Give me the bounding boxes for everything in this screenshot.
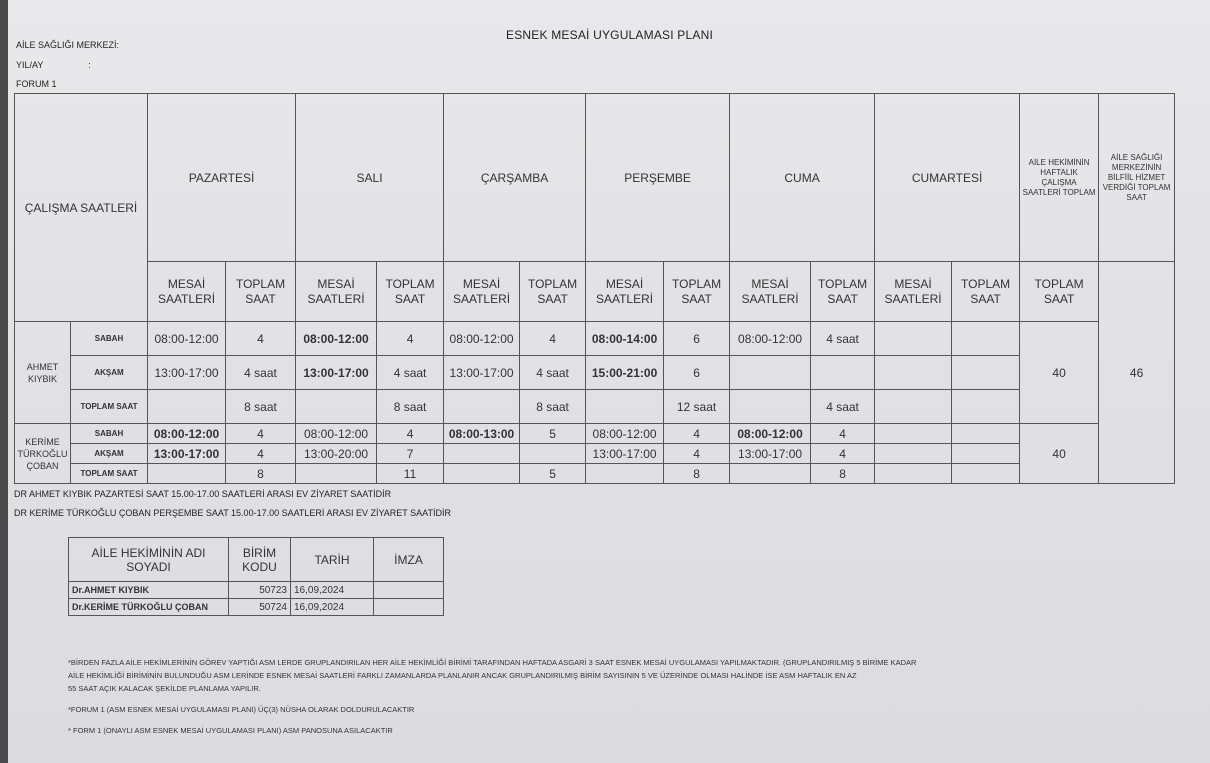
cell-day-total (952, 464, 1020, 484)
sub-toplam: TOPLAM SAAT (664, 262, 730, 322)
schedule-table (14, 93, 1175, 484)
center-total-value: 46 (1099, 262, 1175, 484)
sub-mesai: MESAİ SAATLERİ (586, 262, 664, 322)
footnote: 55 SAAT AÇIK KALACAK ŞEKİLDE PLANLAMA YAPILIR. (68, 684, 261, 693)
cell-mesai: 08:00-14:00 (586, 322, 664, 356)
sub-mesai: MESAİ SAATLERİ (444, 262, 520, 322)
cell-toplam (520, 444, 586, 464)
sub-mesai: MESAİ SAATLERİ (296, 262, 377, 322)
sig-signature (374, 599, 444, 616)
cell-mesai: 08:00-12:00 (444, 322, 520, 356)
cell-empty (296, 464, 377, 484)
doctor-name: KERİME TÜRKOĞLU ÇOBAN (15, 424, 71, 484)
cell-toplam: 7 (377, 444, 444, 464)
sub-toplam: TOPLAM SAAT (520, 262, 586, 322)
cell-day-total: 8 saat (226, 390, 296, 424)
cell-toplam: 6 (664, 322, 730, 356)
sig-unit-code: 50724 (229, 599, 291, 616)
sub-toplam: TOPLAM SAAT (377, 262, 444, 322)
day-thursday: PERŞEMBE (586, 94, 730, 262)
cell-mesai: 08:00-12:00 (586, 424, 664, 444)
cell-day-total: 8 (811, 464, 875, 484)
cell-toplam: 4 saat (226, 356, 296, 390)
cell-mesai (730, 356, 811, 390)
cell-mesai: 15:00-21:00 (586, 356, 664, 390)
row-label-aksam: AKŞAM (71, 356, 148, 390)
cell-mesai: 08:00-12:00 (296, 424, 377, 444)
cell-mesai: 13:00-17:00 (730, 444, 811, 464)
footnote: *FORUM 1 (ASM ESNEK MESAİ UYGULAMASI PLANI) ÜÇ(3) NÜSHA OLARAK DOLDURULACAKTIR (68, 705, 415, 714)
cell-toplam: 4 (664, 424, 730, 444)
cell-toplam: 4 saat (377, 356, 444, 390)
cell-toplam: 4 (226, 444, 296, 464)
cell-mesai: 08:00-12:00 (148, 322, 226, 356)
cell-empty (586, 390, 664, 424)
sig-date: 16,09,2024 (291, 599, 374, 616)
row-label-aksam: AKŞAM (71, 444, 148, 464)
sub-mesai: MESAİ SAATLERİ (148, 262, 226, 322)
cell-empty (875, 390, 952, 424)
sub-mesai: MESAİ SAATLERİ (730, 262, 811, 322)
cell-day-total: 8 (226, 464, 296, 484)
cell-mesai: 08:00-12:00 (296, 322, 377, 356)
cell-toplam: 5 (520, 424, 586, 444)
cell-empty (296, 390, 377, 424)
row-label-toplam: TOPLAM SAAT (71, 464, 148, 484)
sig-header-name: AİLE HEKİMİNİN ADI SOYADI (69, 538, 229, 582)
cell-mesai (875, 444, 952, 464)
cell-toplam: 4 (226, 424, 296, 444)
cell-toplam (952, 356, 1020, 390)
sig-header-code: BİRİM KODU (229, 538, 291, 582)
cell-toplam: 4 saat (520, 356, 586, 390)
day-saturday: CUMARTESİ (875, 94, 1020, 262)
cell-mesai: 08:00-13:00 (444, 424, 520, 444)
cell-mesai (875, 424, 952, 444)
sig-doctor-name: Dr.KERİME TÜRKOĞLU ÇOBAN (69, 599, 229, 616)
row-label-sabah: SABAH (71, 424, 148, 444)
weekly-sub: TOPLAM SAAT (1020, 262, 1099, 322)
sig-doctor-name: Dr.AHMET KIYBIK (69, 582, 229, 599)
cell-empty (148, 390, 226, 424)
sig-unit-code: 50723 (229, 582, 291, 599)
row-label-sabah: SABAH (71, 322, 148, 356)
cell-day-total: 12 saat (664, 390, 730, 424)
footnote: * FORM 1 (ONAYLI ASM ESNEK MESAİ UYGULAMASI PLANI) ASM PANOSUNA ASILACAKTIR (68, 726, 393, 735)
document-page (8, 0, 1210, 763)
day-friday: CUMA (730, 94, 875, 262)
footnote: AİLE HEKİMLİĞİ BİRİMİNİN BULUNDUĞU ASM LERİNDE ESNEK MESAİ SAATLERİ FARKLI ZAMANLARDA PLANLANIR ANCAK GRUPLANDIRILMIŞ BİRİM SAYISININ 5 VE ÜZERİNDE OLMASI HALİNDE İSE ASM HAFTALIK EN AZ (68, 671, 857, 680)
home-visit-note: DR AHMET KIYBIK PAZARTESİ SAAT 15.00-17.00 SAATLERİ ARASI EV ZİYARET SAATİDİR (14, 489, 392, 499)
document-title: ESNEK MESAİ UYGULAMASI PLANI (506, 28, 713, 42)
header-form: FORUM 1 (16, 79, 57, 89)
cell-toplam: 4 (377, 424, 444, 444)
cell-mesai: 13:00-20:00 (296, 444, 377, 464)
sig-date: 16,09,2024 (291, 582, 374, 599)
cell-empty (444, 390, 520, 424)
center-total-header: AİLE SAĞLIĞI MERKEZİNİN BİLFİİL HİZMET VERDİĞİ TOPLAM SAAT (1099, 94, 1175, 262)
sub-toplam: TOPLAM SAAT (226, 262, 296, 322)
sub-toplam: TOPLAM SAAT (811, 262, 875, 322)
cell-toplam: 4 (226, 322, 296, 356)
cell-empty (586, 464, 664, 484)
cell-toplam: 6 (664, 356, 730, 390)
cell-mesai: 13:00-17:00 (148, 444, 226, 464)
cell-toplam: 4 (520, 322, 586, 356)
cell-day-total: 4 saat (811, 390, 875, 424)
header-year-month: YIL/AY : (16, 60, 91, 70)
sig-signature (374, 582, 444, 599)
cell-mesai: 13:00-17:00 (296, 356, 377, 390)
cell-day-total: 8 (664, 464, 730, 484)
signature-table (68, 537, 444, 616)
sub-mesai: MESAİ SAATLERİ (875, 262, 952, 322)
cell-empty (730, 390, 811, 424)
weekly-total: 40 (1020, 322, 1099, 424)
cell-day-total: 5 (520, 464, 586, 484)
cell-toplam: 4 (811, 424, 875, 444)
day-tuesday: SALI (296, 94, 444, 262)
home-visit-note: DR KERİME TÜRKOĞLU ÇOBAN PERŞEMBE SAAT 15.00-17.00 SAATLERİ ARASI EV ZİYARET SAATİDİR (14, 508, 451, 518)
cell-mesai: 13:00-17:00 (148, 356, 226, 390)
cell-mesai: 13:00-17:00 (444, 356, 520, 390)
cell-empty (148, 464, 226, 484)
cell-day-total (952, 390, 1020, 424)
cell-empty (444, 464, 520, 484)
cell-empty (730, 464, 811, 484)
day-wednesday: ÇARŞAMBA (444, 94, 586, 262)
cell-toplam: 4 (377, 322, 444, 356)
header-center: AİLE SAĞLIĞI MERKEZİ: (16, 40, 120, 50)
cell-toplam: 4 (664, 444, 730, 464)
cell-empty (875, 464, 952, 484)
row-label-toplam: TOPLAM SAAT (71, 390, 148, 424)
weekly-total: 40 (1020, 424, 1099, 484)
cell-toplam (952, 424, 1020, 444)
cell-mesai: 13:00-17:00 (586, 444, 664, 464)
cell-mesai: 08:00-12:00 (148, 424, 226, 444)
cell-day-total: 8 saat (377, 390, 444, 424)
cell-toplam (811, 356, 875, 390)
cell-mesai: 08:00-12:00 (730, 322, 811, 356)
day-monday: PAZARTESİ (148, 94, 296, 262)
cell-mesai (875, 356, 952, 390)
cell-toplam (952, 322, 1020, 356)
sig-header-date: TARİH (291, 538, 374, 582)
doctor-name: AHMET KIYBIK (15, 322, 71, 424)
cell-toplam: 4 (811, 444, 875, 464)
cell-toplam: 4 saat (811, 322, 875, 356)
cell-mesai: 08:00-12:00 (730, 424, 811, 444)
sig-header-signature: İMZA (374, 538, 444, 582)
cell-day-total: 8 saat (520, 390, 586, 424)
cell-mesai (875, 322, 952, 356)
weekly-total-header: AİLE HEKİMİNİN HAFTALIK ÇALIŞMA SAATLERİ TOPLAM (1020, 94, 1099, 262)
footnote: *BİRDEN FAZLA AİLE HEKİMLERİNİN GÖREV YAPTIĞI ASM LERDE GRUPLANDIRILAN HER AİLE HEKİMLİĞİ BİRİMİ TARAFINDAN HAFTADA ASGARİ 3 SAAT ESNEK MESAİ UYGULAMASI YAPILMAKTADIR. (GRUPLANDIRILMIŞ 5 BİRİME KADAR (68, 658, 917, 667)
corner-label: ÇALIŞMA SAATLERİ (15, 94, 148, 322)
cell-mesai (444, 444, 520, 464)
sub-toplam: TOPLAM SAAT (952, 262, 1020, 322)
cell-toplam (952, 444, 1020, 464)
cell-day-total: 11 (377, 464, 444, 484)
